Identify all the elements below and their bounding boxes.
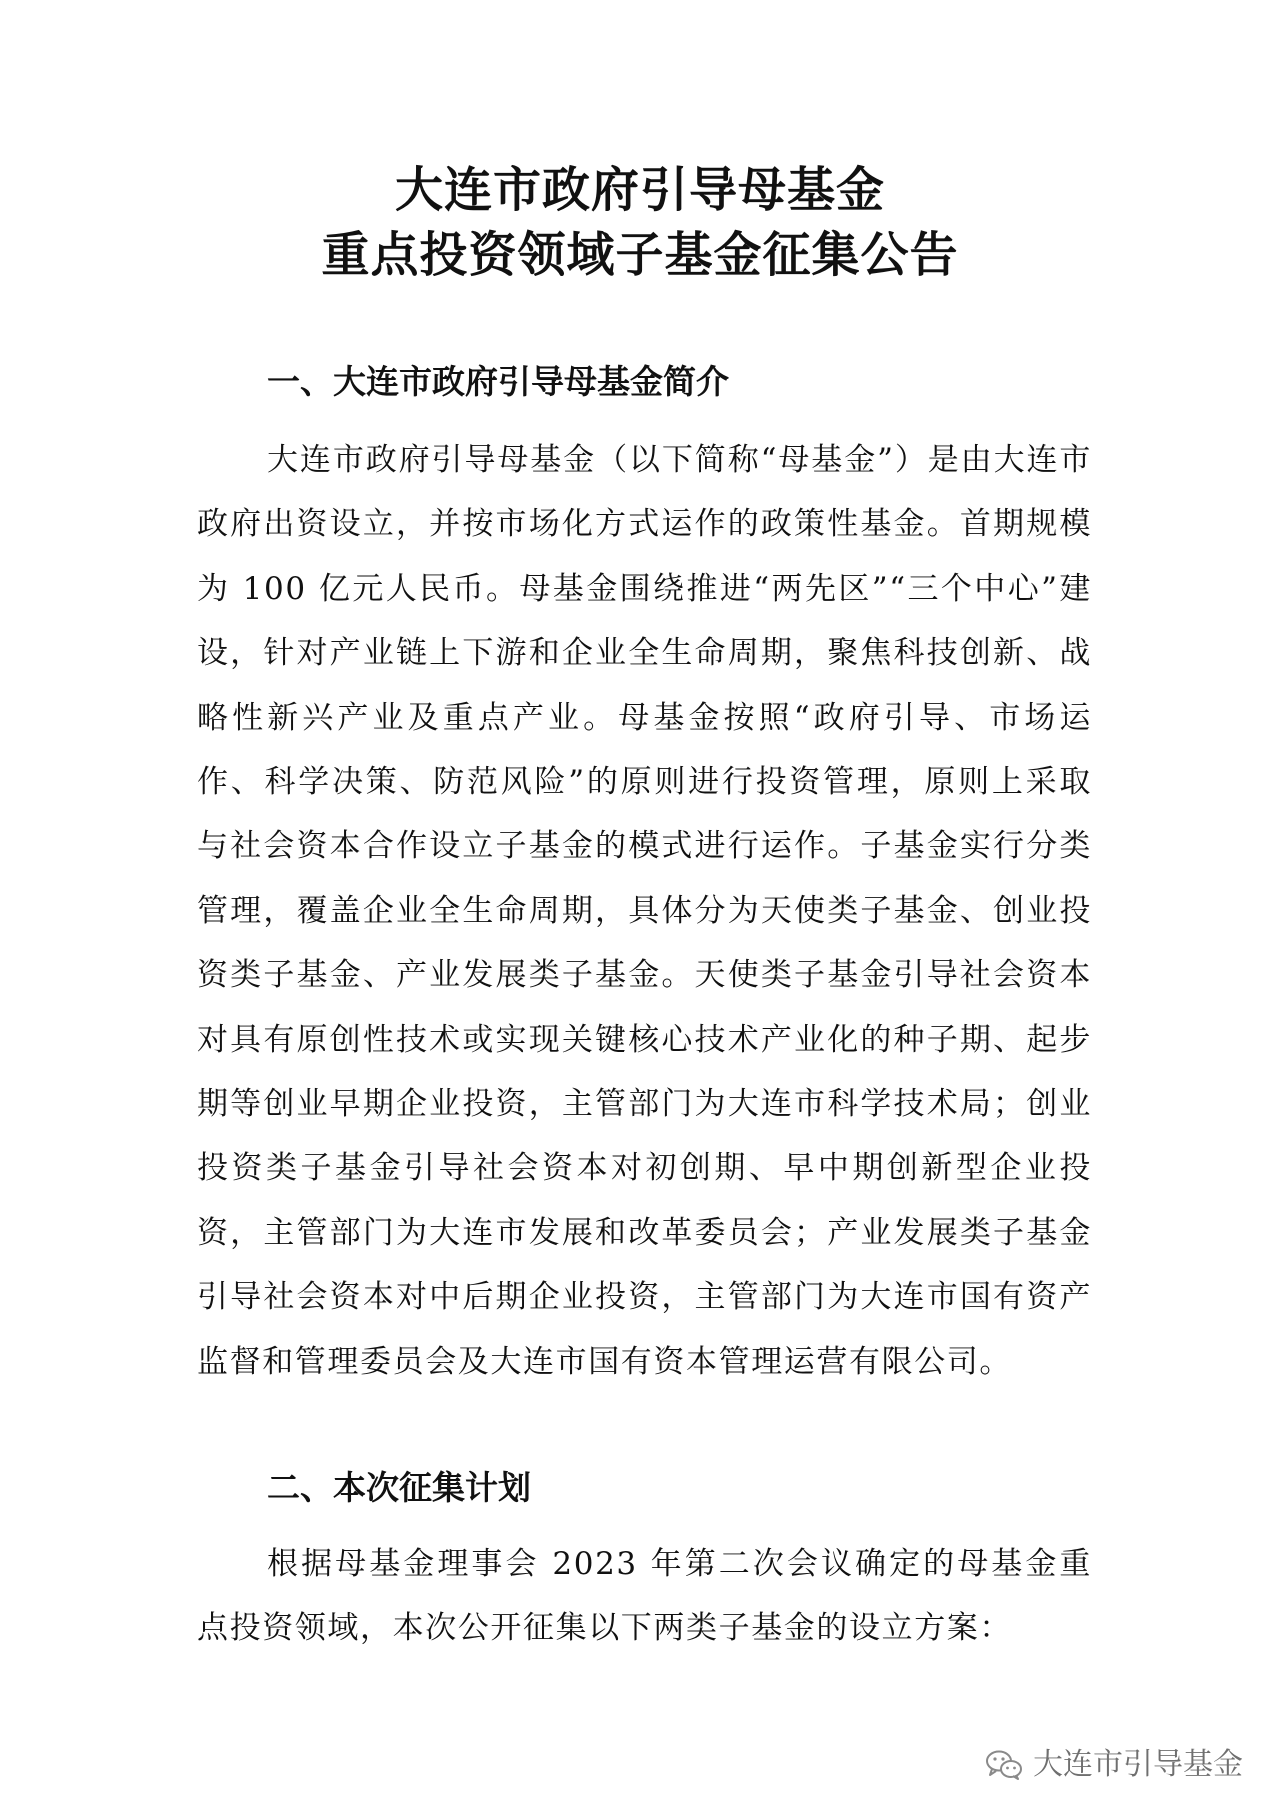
section-2-heading: 二、本次征集计划 (267, 1468, 531, 1507)
watermark-label: 大连市引导基金 (1033, 1747, 1243, 1782)
wechat-icon (985, 1749, 1023, 1781)
section-1-heading: 一、大连市政府引导母基金简介 (267, 362, 729, 401)
watermark (985, 1745, 1243, 1785)
document-title-line-1: 大连市政府引导母基金 (394, 162, 885, 218)
document-title-line-2: 重点投资领域子基金征集公告 (321, 227, 959, 283)
section-2-body: 根据母基金理事会 2023 年第二次会议确定的母基金重点投资领域，本次公开征集以下两类子基金的设立方案： (197, 1546, 1092, 1647)
section-1-body: 大连市政府引导母基金（以下简称“母基金”）是由大连市政府出资设立，并按市场化方式运作的政策性基金。首期规模为 100 亿元人民币。母基金围绕推进“两先区”“三个中心”建设，针对产业链上下游和企业全生命周期，聚焦科技创新、战略性新兴产业及重点产业。母基金按照“政府引导、市场运作、科学决策、防范风险”的原则进行投资管理，原则上采取与社会资本合作设立子基金的模式进行运作。子基金实行分类管理，覆盖企业全生命周期，具体分为天使类子基金、创业投资类子基金、产业发展类子基金。天使类子基金引导社会资本对具有原创性技术或实现关键核心技术产业化的种子期、起步期等创业早期企业投资，主管部门为大连市科学技术局；创业投资类子基金引导社会资本对初创期、早中期创新型企业投资，主管部门为大连市发展和改革委员会；产业发展类子基金引导社会资本对中后期企业投资，主管部门为大连市国有资产监督和管理委员会及大连市国有资本管理运营有限公司。 (197, 442, 1092, 1380)
